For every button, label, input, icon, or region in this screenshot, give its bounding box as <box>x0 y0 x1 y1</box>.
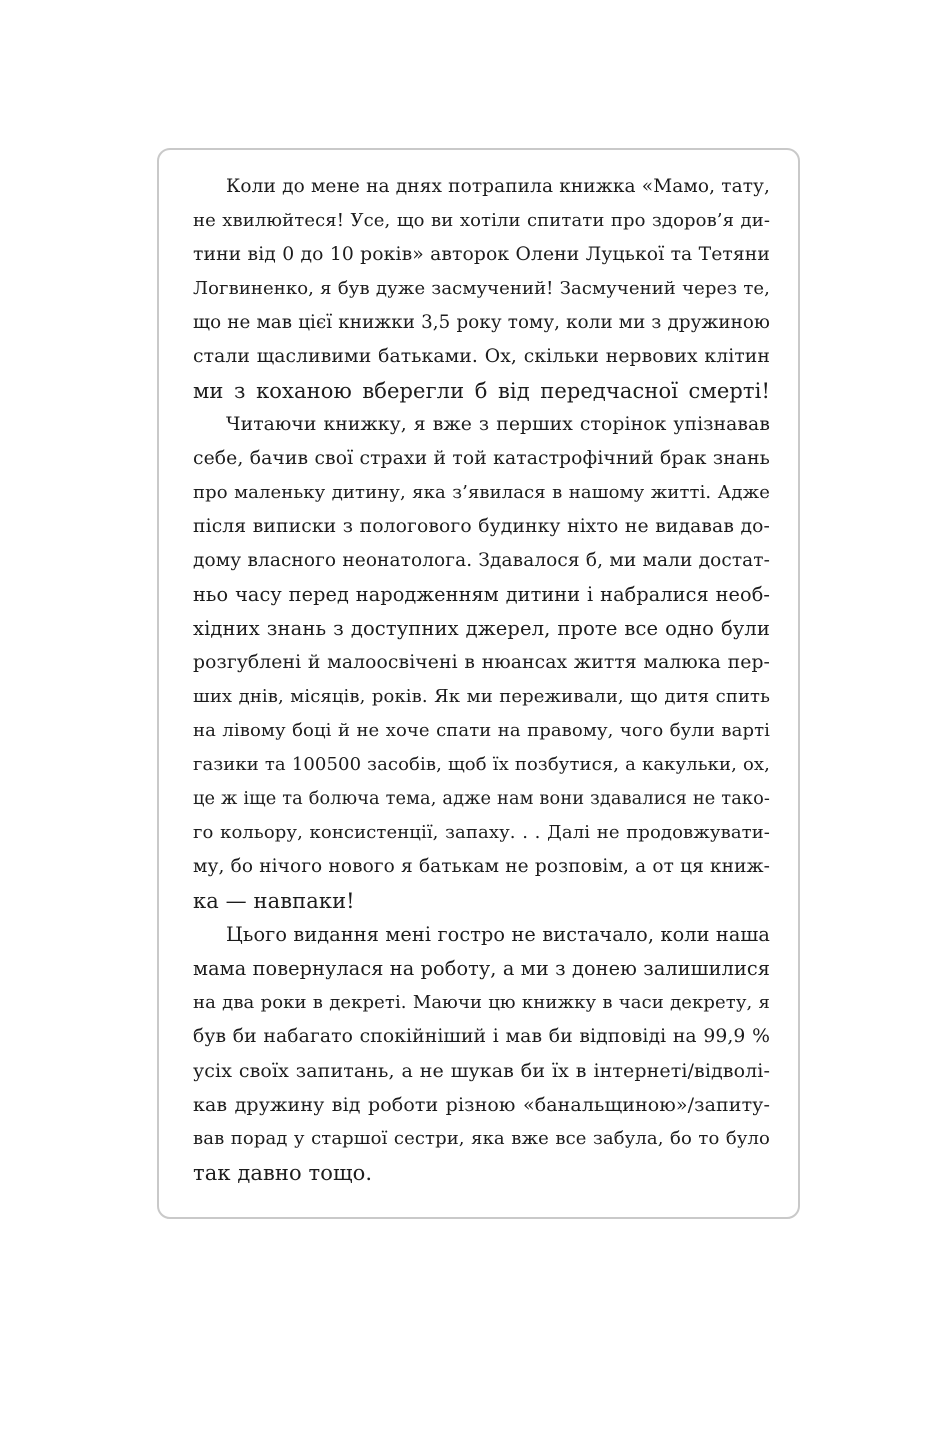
text-line: ших днів, місяців, років. Як ми переживали, що дитя спить <box>193 686 770 707</box>
text-line: дому власного неонатолога. Здавалося б, ми мали достат- <box>193 550 770 571</box>
paragraph-1 <box>193 170 770 408</box>
text-line: вав порад у старшої сестри, яка вже все забула, бо то було <box>193 1128 770 1149</box>
text-line: був би набагато спокійніший і мав би відповіді на 99,9 % <box>193 1026 770 1047</box>
text-line: хідних знань з доступних джерел, проте все одно були <box>193 617 770 640</box>
text-line: го кольору, консистенції, запаху. . . Далі не продовжувати- <box>193 822 770 843</box>
text-line: усіх своїх запитань, а не шукав би їх в інтернеті/відволі- <box>193 1060 770 1082</box>
text-line: кав дружину від роботи різною «банальщиною»/запиту- <box>193 1094 770 1116</box>
text-line: тини від 0 до 10 років» авторок Олени Луцької та Тетяни <box>193 244 770 265</box>
text-line: на два роки в декреті. Маючи цю книжку в часи декрету, я <box>193 992 770 1013</box>
text-line: ньо часу перед народженням дитини і набралися необ- <box>193 583 770 606</box>
text-line: мама повернулася на роботу, а ми з донею залишилися <box>193 957 770 980</box>
paragraph-2 <box>193 408 770 918</box>
text-line: Логвиненко, я був дуже засмучений! Засмучений через те, <box>193 278 770 299</box>
foreword-text-box <box>157 148 800 1219</box>
text-line: після виписки з пологового будинку ніхто не видавав до- <box>193 516 770 537</box>
text-line: розгублені й малоосвічені в нюансах життя малюка пер- <box>193 652 770 673</box>
text-line: Коли до мене на днях потрапила книжка «Мамо, тату, <box>226 176 770 197</box>
text-line: себе, бачив свої страхи й той катастрофічний брак знань <box>193 448 770 469</box>
text-line: ми з коханою вберегли б від передчасної смерті! <box>193 379 770 403</box>
text-line: на лівому боці й не хоче спати на правому, чого були варті <box>193 720 770 741</box>
text-line: му, бо нічого нового я батькам не розповім, а от ця книж- <box>193 856 770 877</box>
text-line: стали щасливими батьками. Ох, скільки нервових клітин <box>193 346 770 367</box>
paragraph-3 <box>193 918 770 1190</box>
text-line: не хвилюйтеся! Усе, що ви хотіли спитати про здоров’я ди- <box>193 210 770 231</box>
text-line: так давно тощо. <box>193 1161 373 1185</box>
text-line: це ж іще та болюча тема, адже нам вони здавалися не тако- <box>193 789 770 809</box>
text-line: про маленьку дитину, яка з’явилася в нашому житті. Адже <box>193 482 770 503</box>
text-line: Цього видання мені гостро не вистачало, коли наша <box>226 923 770 946</box>
text-line: газики та 100500 засобів, щоб їх позбутися, а какульки, ох, <box>193 754 770 775</box>
text-line: ка — навпаки! <box>193 889 355 913</box>
text-line: що не мав цієї книжки 3,5 року тому, коли ми з дружиною <box>193 312 770 333</box>
text-line: Читаючи книжку, я вже з перших сторінок упізнавав <box>226 414 770 435</box>
